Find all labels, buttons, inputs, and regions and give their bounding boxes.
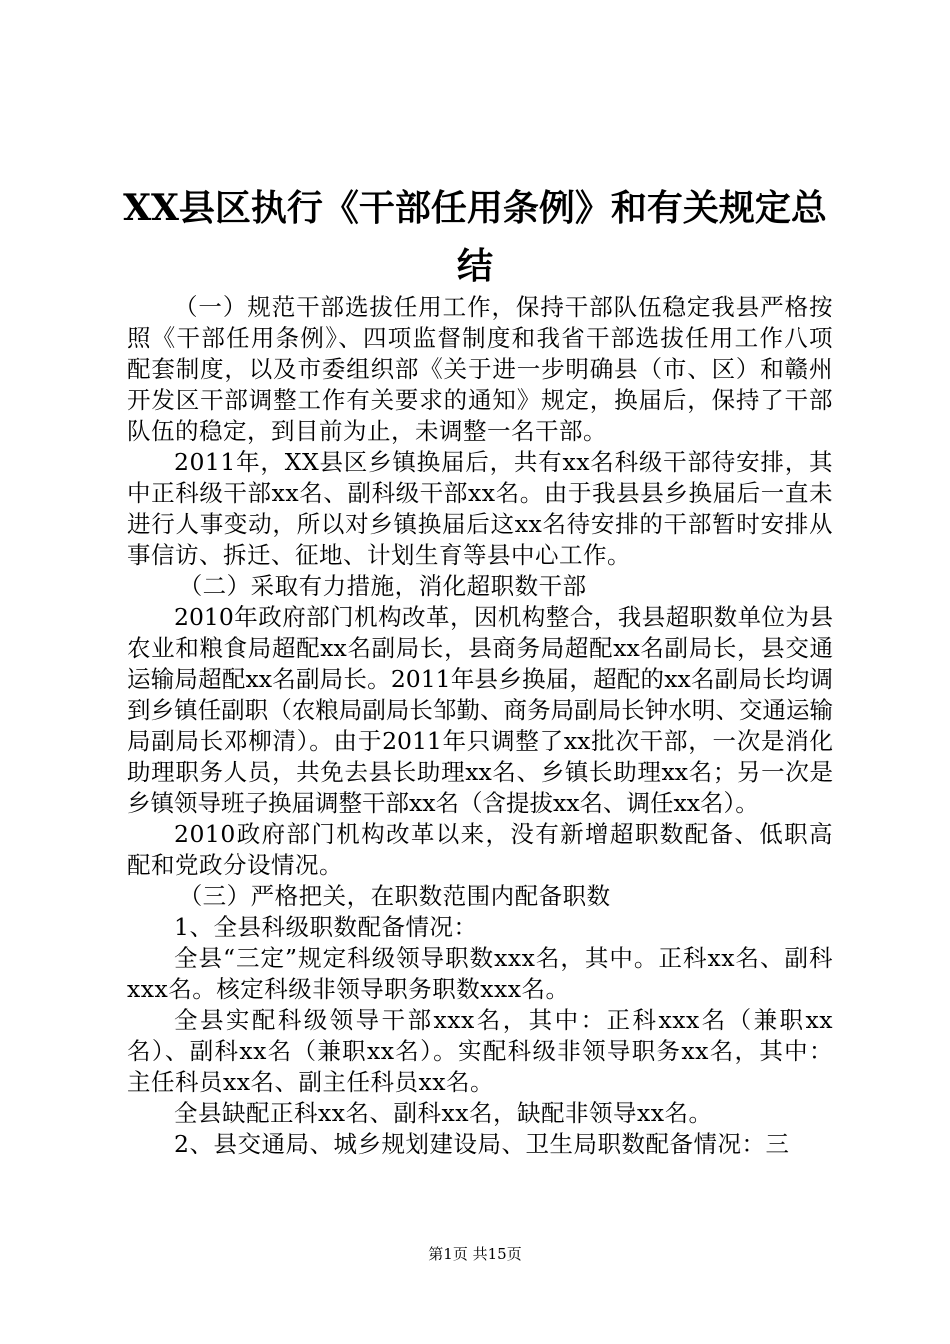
paragraph-2010-reform: 2010年政府部门机构改革，因机构整合，我县超职数单位为县农业和粮食局超配xx名副局长，县商务局超配xx名副局长，县交通运输局超配xx名副局长。2011年县乡换届，超配的xx名副局长均调到乡镇任副职（农粮局副局长邹勤、商务局副局长钟水明、交通运输局副局长邓柳清）。由于2011年只调整了xx批次干部，一次是消化助理职务人员，共免去县长助理xx名、乡镇长助理xx名；另一次是乡镇领导班子换届调整干部xx名（含提拔xx名、调任xx名）。 [127, 603, 833, 817]
section-heading-3: （三）严格把关，在职数范围内配备职数 [178, 882, 611, 910]
section-heading-2: （二）采取有力措施，消化超职数干部 [178, 572, 587, 600]
page-footer: 第1页 共15页 [428, 1245, 522, 1263]
subheading-county-staffing: 1、全县科级职数配备情况： [174, 913, 478, 941]
paragraph-no-new-overstaffing: 2010政府部门机构改革以来，没有新增超职数配备、低职高配和党政分设情况。 [127, 820, 833, 879]
paragraph-2011-term-change: 2011年，XX县区乡镇换届后，共有xx名科级干部待安排，其中正科级干部xx名、副科级干部xx名。由于我县县乡换届后一直未进行人事变动，所以对乡镇换届后这xx名待安排的干部暂时安排从事信访、拆迁、征地、计划生育等县中心工作。 [127, 448, 833, 569]
paragraph-vacancies: 全县缺配正科xx名、副科xx名，缺配非领导xx名。 [174, 1099, 713, 1127]
paragraph-section-1: （一）规范干部选拔任用工作，保持干部队伍稳定我县严格按照《干部任用条例》、四项监督制度和我省干部选拔任用工作八项配套制度，以及市委组织部《关于进一步明确县（市、区）和赣州开发区干部调整工作有关要求的通知》规定，换届后，保持了干部队伍的稳定，到目前为止，未调整一名干部。 [127, 293, 833, 445]
subheading-bureau-staffing: 2、县交通局、城乡规划建设局、卫生局职数配备情况：三 [174, 1130, 790, 1158]
paragraph-actual-staffing: 全县实配科级领导干部xxx名，其中：正科xxx名（兼职xx名）、副科xx名（兼职xx名）。实配科级非领导职务xx名，其中：主任科员xx名、副主任科员xx名。 [127, 1006, 833, 1096]
document-body [127, 292, 833, 1160]
document-title-line-2: 结 [456, 245, 493, 287]
document-title-line-1: XX县区执行《干部任用条例》和有关规定总 [123, 187, 827, 229]
paragraph-quota: 全县“三定”规定科级领导职数xxx名，其中。正科xx名、副科xxx名。核定科级非领导职务职数xxx名。 [127, 944, 833, 1003]
